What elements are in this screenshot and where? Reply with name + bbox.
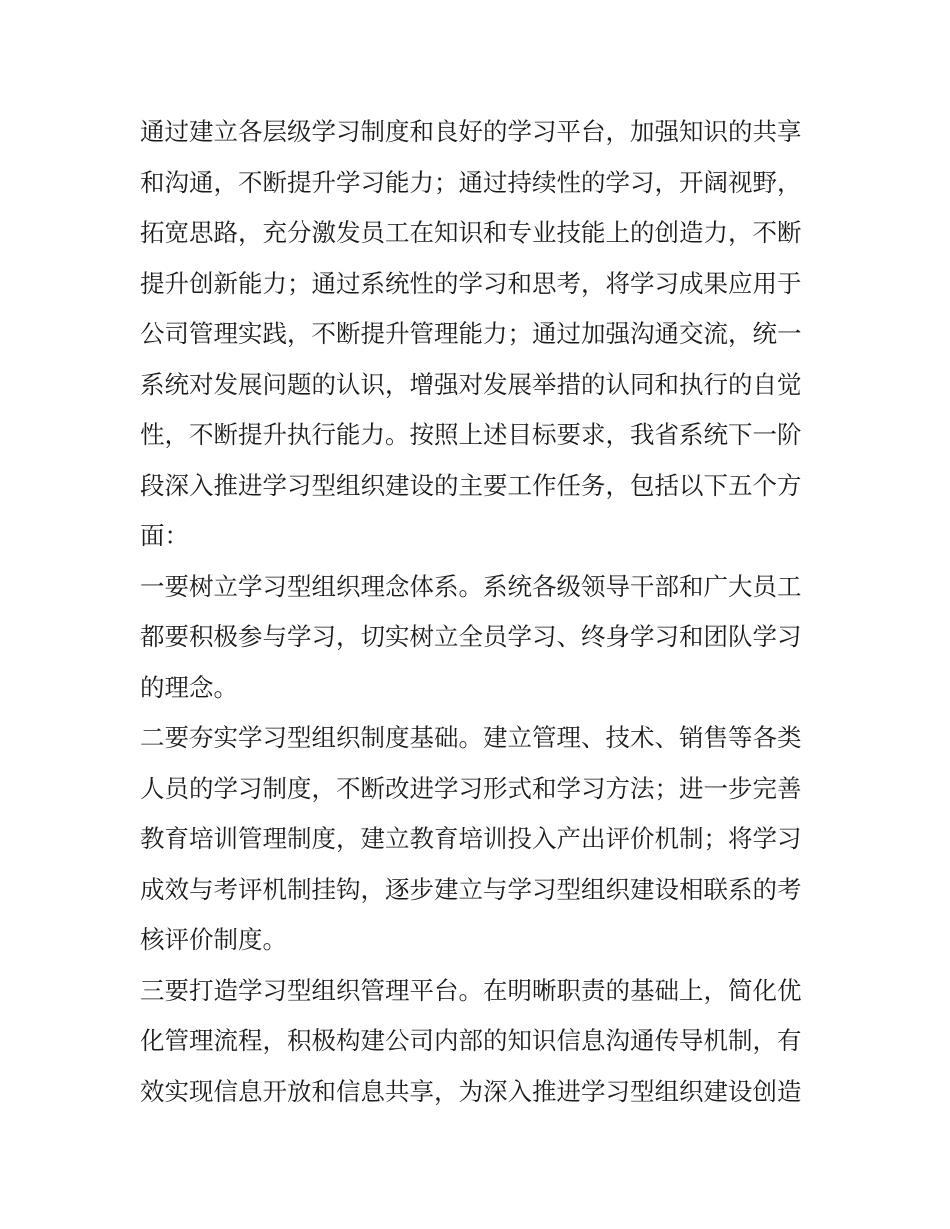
- text-line: 成效与考评机制挂钩，逐步建立与学习型组织建设相联系的考: [140, 874, 802, 904]
- text-line: 系统对发展问题的认识，增强对发展举措的认同和执行的自觉: [140, 369, 802, 399]
- text-line: 化管理流程，积极构建公司内部的知识信息沟通传导机制，有: [140, 1026, 802, 1055]
- text-line: 一要树立学习型组织理念体系。系统各级领导干部和广大员工: [140, 571, 802, 601]
- text-line: 人员的学习制度，不断改进学习形式和学习方法；进一步完善: [140, 773, 802, 803]
- text-line: 二要夯实学习型组织制度基础。建立管理、技术、销售等各类: [140, 723, 802, 752]
- text-line: 核评价制度。: [140, 925, 287, 954]
- text-line: 三要打造学习型组织管理平台。在明晰职责的基础上，简化优: [140, 975, 802, 1005]
- text-line: 都要积极参与学习，切实树立全员学习、终身学习和团队学习: [140, 622, 802, 651]
- text-line: 提升创新能力；通过系统性的学习和思考，将学习成果应用于: [140, 268, 802, 298]
- text-line: 公司管理实践，不断提升管理能力；通过加强沟通交流，统一: [140, 319, 802, 348]
- text-line: 面：: [140, 521, 189, 550]
- text-line: 拓宽思路，充分激发员工在知识和专业技能上的创造力，不断: [140, 218, 802, 247]
- text-line: 和沟通，不断提升学习能力；通过持续性的学习，开阔视野，: [140, 167, 802, 197]
- text-line: 教育培训管理制度，建立教育培训投入产出评价机制；将学习: [140, 824, 802, 853]
- text-line: 通过建立各层级学习制度和良好的学习平台，加强知识的共享: [140, 117, 802, 146]
- body-text: [140, 107, 820, 1117]
- text-line: 性，不断提升执行能力。按照上述目标要求，我省系统下一阶: [140, 420, 802, 449]
- text-line: 效实现信息开放和信息共享，为深入推进学习型组织建设创造: [140, 1076, 802, 1106]
- text-line: 段深入推进学习型组织建设的主要工作任务，包括以下五个方: [140, 470, 802, 500]
- text-line: 的理念。: [140, 672, 238, 702]
